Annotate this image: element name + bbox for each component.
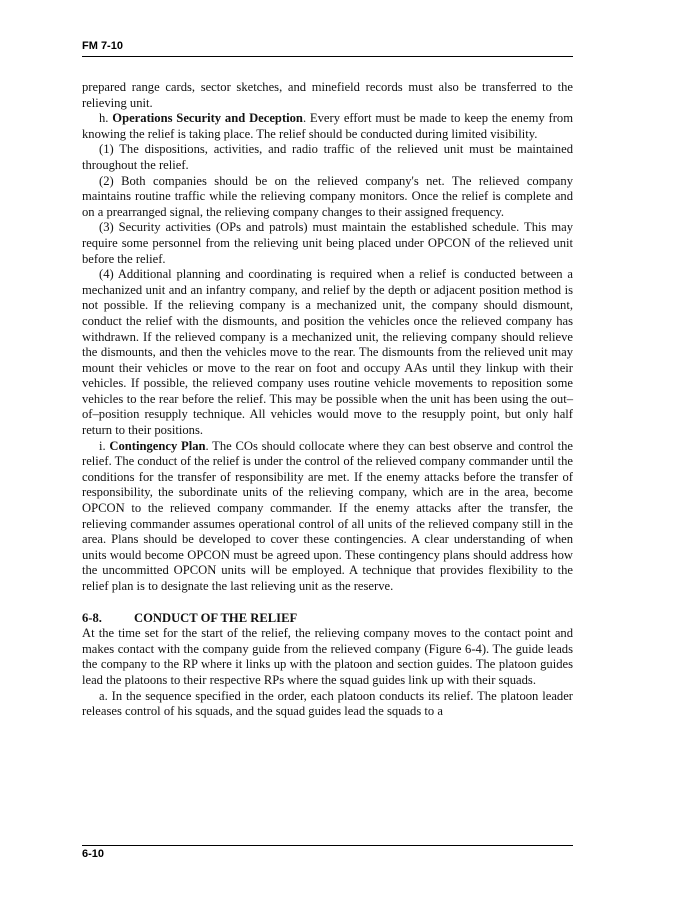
- paragraph-i-title: Contingency Plan: [109, 438, 206, 453]
- paragraph-h3: (3) Security activities (OPs and patrols) must maintain the established schedule. This may require some personnel from the relieving unit being placed under OPCON of the relieved unit before the relief.: [82, 220, 573, 266]
- paragraph-i-text: . The COs should collocate where they can best observe and control the relief. The conduct of the relief is under the control of the relieved company commander until the conditions for the transfer of responsibility are met. If the enemy attacks before the transfer of responsibility, the subordinate units of the relieving company, which are in the area, become OPCON to the relieved company commander. If the enemy attacks after the transfer, the relieving commander assumes operational control of all units of the relieved company still in the area. Plans should be developed to cover these contingencies. A clear understanding of when units would become OPCON must be agreed upon. These contingency plans should address how the uncommitted OPCON units will be employed. A technique that provides flexibility to the relief plan is to designate the last relieving unit as the reserve.: [82, 438, 573, 593]
- header-rule: [82, 56, 573, 57]
- paragraph-i: [82, 439, 573, 595]
- page-number: 6-10: [82, 848, 105, 860]
- paragraph-h4: (4) Additional planning and coordinating is required when a relief is conducted between a mechanized unit and an infantry company, and relief by the depth or adjacent position method is not possible. If the relieving company is a mechanized unit, the company should dismount, conduct the relief with the dismounts, and position the vehicles once the relieved company has withdrawn. If the relieved company is a mechanized unit, the relieving company should relieve the dismounts, and then the vehicles move to the rear. The dismounts from the relieved unit may mount their vehicles or move to the rear on foot and occupy AAs until they linkup with their vehicles. If possible, the relieved company uses routine vehicle movements to reposition some vehicles to the rear before the relief. This may be possible when the unit has been using the out–of–position resupply technique. All vehicles would move to the resupply point, but only half return to their positions.: [82, 267, 573, 438]
- manual-header: FM 7-10: [82, 40, 123, 52]
- paragraph-section-intro: At the time set for the start of the relief, the relieving company moves to the contact point and makes contact with the company guide from the relieved company (Figure 6-4). The guide leads the company to the RP where it links up with the platoon and section guides. The platoon guides lead the platoons to their respective RPs where the squad guides link up with their squads.: [82, 626, 573, 687]
- paragraph-i-label: i.: [99, 438, 110, 453]
- paragraph-continuation: prepared range cards, sector sketches, and minefield records must also be transferred to the relieving unit.: [82, 80, 573, 110]
- paragraph-h: [82, 111, 573, 142]
- paragraph-h-text: . Every effort must be made to keep the enemy from knowing the relief is taking place. The relief should be conducted during limited visibility.: [82, 111, 573, 141]
- paragraph-a: a. In the sequence specified in the order, each platoon conducts its relief. The platoon leader releases control of his squads, and the squad guides lead the squads to a: [82, 688, 573, 719]
- page-body: [82, 80, 573, 720]
- paragraph-h2: (2) Both companies should be on the relieved company's net. The relieved company maintains routine traffic while the relieving company monitors. Once the relief is complete and on a prearranged signal, the relieving company changes to their assigned frequency.: [82, 173, 573, 219]
- paragraph-h-label: h.: [99, 111, 113, 126]
- paragraph-h1: (1) The dispositions, activities, and radio traffic of the relieved unit must be maintained throughout the relief.: [82, 142, 573, 172]
- section-number: 6-8.: [82, 610, 102, 625]
- paragraph-h-title: Operations Security and Deception: [112, 111, 303, 126]
- footer-rule: [82, 845, 573, 846]
- section-heading: [82, 611, 573, 627]
- section-title: CONDUCT OF THE RELIEF: [134, 610, 298, 625]
